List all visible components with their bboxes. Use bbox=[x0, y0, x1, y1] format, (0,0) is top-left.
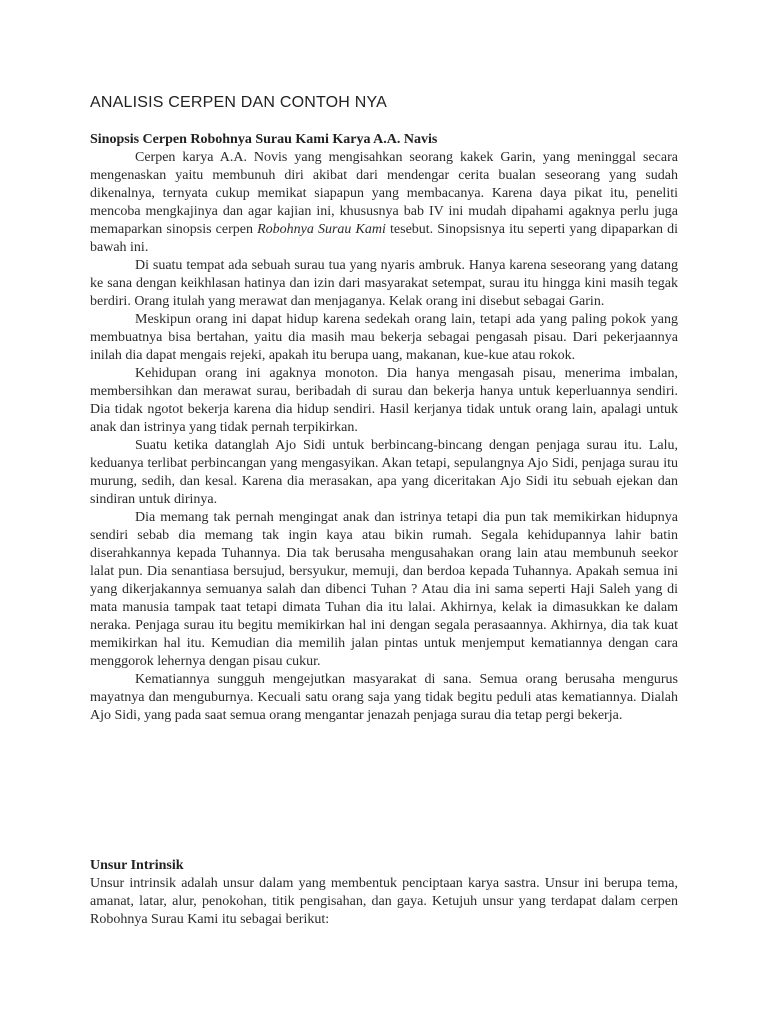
synopsis-paragraph-1-text-b: tesebut. Sinopsisnya itu seperti yang dipaparkan di bawah ini. bbox=[90, 222, 678, 255]
synopsis-paragraph-1-italic-title: Robohnya Surau Kami bbox=[257, 222, 386, 237]
intrinsic-section bbox=[90, 857, 678, 929]
synopsis-paragraph-3: Meskipun orang ini dapat hidup karena sedekah orang lain, tetapi ada yang paling pokok yang membuatnya bisa bertahan, yaitu dia masih mau bekerja sebagai pengasah pisau. Dari pekerjaannya inilah dia dapat mengais rejeki, apakah itu berupa uang, makanan, kue-kue atau rokok. bbox=[90, 312, 678, 363]
intrinsic-paragraph-1: Unsur intrinsik adalah unsur dalam yang membentuk penciptaan karya sastra. Unsur ini berupa tema, amanat, latar, alur, penokohan, titik pengisahan, dan gaya. Ketujuh unsur yang terdapat dalam cerpen Robohnya Surau Kami itu sebagai berikut: bbox=[90, 876, 678, 927]
synopsis-paragraph-2: Di suatu tempat ada sebuah surau tua yang nyaris ambruk. Hanya karena seseorang yang datang ke sana dengan keikhlasan hatinya dan izin dari masyarakat setempat, surau itu hingga kini masih tegak berdiri. Orang itulah yang merawat dan menjaganya. Kelak orang ini disebut sebagai Garin. bbox=[90, 258, 678, 309]
synopsis-paragraph-5: Suatu ketika datanglah Ajo Sidi untuk berbincang-bincang dengan penjaga surau itu. Lalu, keduanya terlibat perbincangan yang mengasyikan. Akan tetapi, sepulangnya Ajo Sidi, penjaga surau itu murung, sedih, dan kesal. Karena dia merasakan, apa yang diceritakan Ajo Sidi itu sebuah ejekan dan sindiran untuk dirinya. bbox=[90, 438, 678, 507]
document-title: ANALISIS CERPEN DAN CONTOH NYA bbox=[90, 94, 388, 111]
synopsis-paragraph-7: Kematiannya sungguh mengejutkan masyarakat di sana. Semua orang berusaha mengurus mayatnya dan menguburnya. Kecuali satu orang saja yang tidak begitu peduli atas kematiannya. Dialah Ajo Sidi, yang pada saat semua orang mengantar jenazah penjaga surau dia tetap pergi bekerja. bbox=[90, 672, 678, 723]
synopsis-paragraph-1-text-a: Cerpen karya A.A. Novis yang mengisahkan seorang kakek Garin, yang meninggal secara mengenaskan yaitu membunuh diri akibat dari mendengar cerita bualan seseorang yang sudah dikenalnya, ternyata cukup memikat siapapun yang membacanya. Karena daya pikat itu, peneliti mencoba mengkajinya dan agar kajian ini, khususnya bab IV ini mudah dipahami agaknya perlu juga memaparkan sinopsis cerpen bbox=[90, 150, 678, 237]
synopsis-section bbox=[90, 131, 678, 725]
synopsis-heading: Sinopsis Cerpen Robohnya Surau Kami Karya A.A. Navis bbox=[90, 132, 438, 147]
synopsis-paragraph-4: Kehidupan orang ini agaknya monoton. Dia hanya mengasah pisau, menerima imbalan, membersihkan dan merawat surau, beribadah di surau dan bekerja hanya untuk keperluannya sendiri. Dia tidak ngotot bekerja karena dia hidup sendiri. Hasil kerjanya tidak untuk orang lain, apalagi untuk anak dan istrinya yang tidak pernah terpikirkan. bbox=[90, 366, 678, 435]
synopsis-paragraph-6: Dia memang tak pernah mengingat anak dan istrinya tetapi dia pun tak memikirkan hidupnya sendiri sebab dia memang tak ingin kaya atau bikin rumah. Segala kehidupannya lahir batin diserahkannya kepada Tuhannya. Dia tak berusaha mengusahakan orang lain atau membunuh seekor lalat pun. Dia senantiasa bersujud, bersyukur, memuji, dan berdoa kepada Tuhannya. Apakah semua ini yang dikerjakannya semuanya salah dan dibenci Tuhan ? Atau dia ini sama seperti Haji Saleh yang di mata manusia tampak taat tetapi dimata Tuhan dia itu lalai. Akhirnya, kelak ia dimasukkan ke dalam neraka. Penjaga surau itu begitu memikirkan hal ini dengan segala perasaannya. Akhirnya, dia tak kuat memikirkan hal itu. Kemudian dia memilih jalan pintas untuk menjemput kematiannya dengan cara menggorok lehernya dengan pisau cukur. bbox=[90, 510, 678, 669]
intrinsic-heading: Unsur Intrinsik bbox=[90, 858, 184, 873]
synopsis-paragraph-1 bbox=[90, 149, 678, 257]
